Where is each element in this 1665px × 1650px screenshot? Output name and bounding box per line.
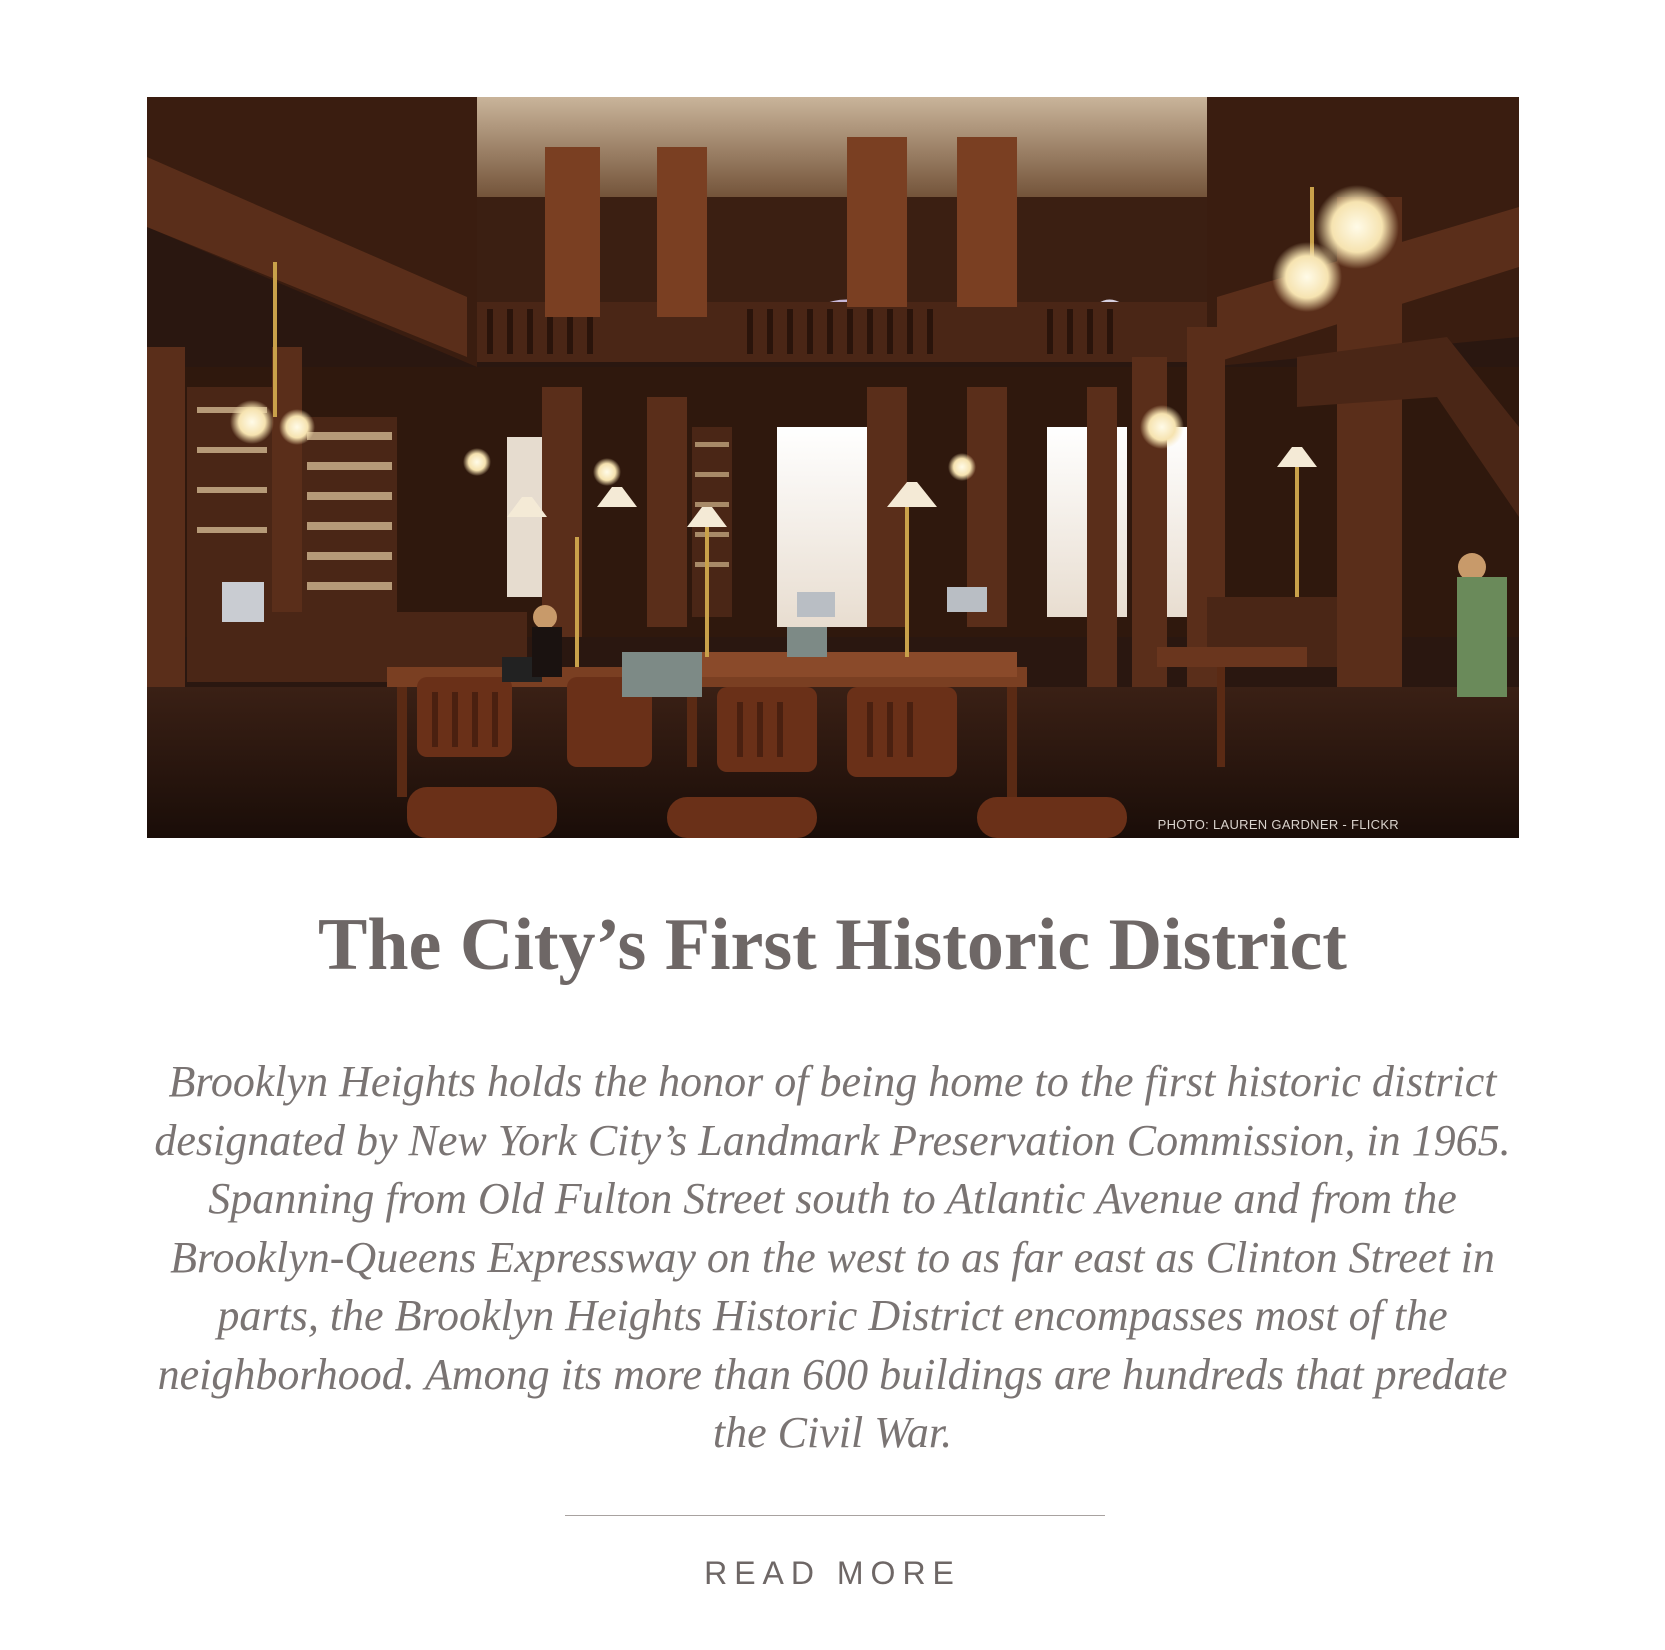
photo-credit: PHOTO: LAUREN GARDNER - FLICKR [1157,817,1399,832]
library-illustration [147,97,1519,838]
library-photo [147,97,1519,838]
divider [565,1515,1105,1516]
article-title: The City’s First Historic District [318,904,1347,986]
article-body: Brooklyn Heights holds the honor of being home to the first historic district designated by New York City’s Landmark Preservation Commission, in 1965. Spanning from Old Fulton Street south to Atlantic Avenue and from the Brooklyn-Queens Expressway on the west to as far east as Clinton Street in parts, the Brooklyn Heights Historic District encompasses most of the neighborhood. Among its more than 600 buildings are hundreds that predate the Civil War. [154,1057,1511,1457]
read-more-link[interactable]: READ MORE [704,1555,961,1591]
